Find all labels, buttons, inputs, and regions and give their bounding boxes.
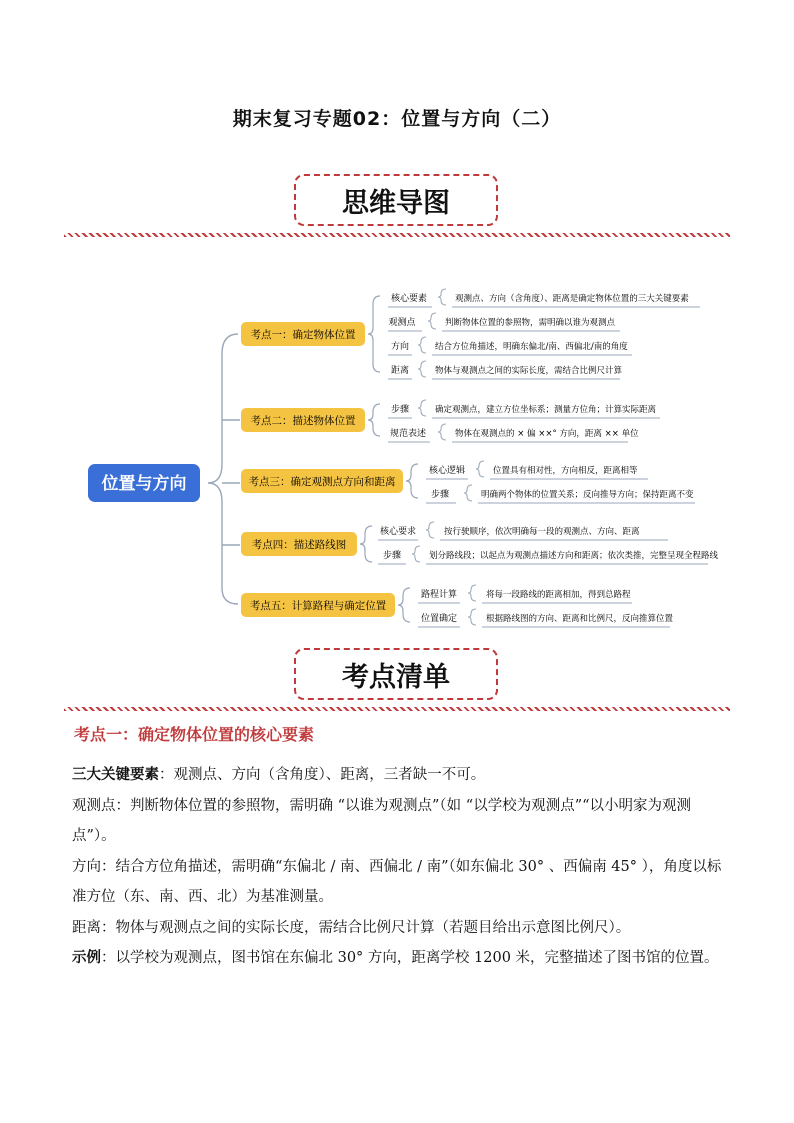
branch-5-item-2-key: 位置确定 [420,614,458,624]
mindmap-branch-3 [241,461,695,503]
branch-3-item-2-key: 步骤 [430,490,450,500]
branch-1-item-1-desc: 观测点、方向（含角度）、距离是确定物体位置的三大关键要素 [455,294,689,304]
checklist-banner: 考点清单 [294,648,498,700]
branch-2-label: 考点二：描述物体位置 [250,415,356,427]
example-label: 示例 [72,949,101,966]
branch-4-label: 考点四：描述路线图 [251,539,347,551]
branch-5-item-1-desc: 将每一段路线的距离相加，得到总路程 [486,590,631,600]
branch-4-item-2-key: 步骤 [382,551,402,561]
branch-2-item-1-key: 步骤 [390,405,410,415]
branch-4-item-2-desc: 划分路线段；以起点为观测点描述方向和距离；依次类推，完整呈现全程路线 [429,551,719,561]
mindmap-root-brace-ticks [222,420,240,545]
example-text: ：以学校为观测点，图书馆在东偏北 30° 方向，距离学校 1200 米，完整描述了图书馆的位置。 [101,950,719,966]
branch-1-label: 考点一：确定物体位置 [250,329,356,341]
branch-4-item-1-key: 核心要求 [379,527,417,537]
paragraph-direction: 方向：结合方位角描述，需明确“东偏北 / 南、西偏北 / 南”（如东偏北 30° 、西偏南 45° ），角度以标准方位（东、南、西、北）为基准测量。 [72,858,722,905]
branch-5-item-2-desc: 根据路线图的方向、距离和比例尺，反向推算位置 [486,614,674,624]
branch-1-item-3-desc: 结合方位角描述，明确东偏北/南、西偏北/南的角度 [435,342,628,352]
mindmap [80,270,720,640]
branch-2-item-2-desc: 物体在观测点的 × 偏 ××° 方向，距离 ×× 单位 [455,429,639,439]
section-content [72,760,722,974]
paragraph-observation-point: 观测点：判断物体位置的参照物，需明确 “以谁为观测点”（如 “以学校为观测点”“以小明家为观测点”）。 [72,797,692,844]
branch-5-label: 考点五：计算路程与确定位置 [249,600,387,612]
branch-5-item-1-key: 路程计算 [420,590,458,600]
mindmap-branch-1 [241,289,700,379]
paragraph-distance: 距离：物体与观测点之间的实际长度，需结合比例尺计算（若题目给出示意图比例尺）。 [72,919,631,936]
branch-2-item-1-desc: 确定观测点，建立方位坐标系；测量方位角；计算实际距离 [435,405,657,415]
paragraph-example [72,943,722,974]
mindmap-root-brace [208,334,238,604]
document-title: 期末复习专题02：位置与方向（二） [232,108,562,130]
mindmap-banner: 思维导图 [294,174,498,226]
section-heading: 考点一：确定物体位置的核心要素 [74,725,315,744]
branch-3-item-2-desc: 明确两个物体的位置关系；反向推导方向；保持距离不变 [481,490,694,500]
branch-3-item-1-key: 核心逻辑 [428,466,466,476]
mindmap-root-label: 位置与方向 [101,474,187,494]
mindmap-branch-5 [241,585,674,627]
branch-1-item-4-key: 距离 [390,366,410,376]
branch-4-item-1-desc: 按行驶顺序，依次明确每一段的观测点、方向、距离 [444,527,640,537]
branch-1-item-2-key: 观测点 [388,318,416,328]
mindmap-branch-2 [241,400,660,442]
divider-bottom [64,707,730,711]
branch-1-item-4-desc: 物体与观测点之间的实际长度，需结合比例尺计算 [435,366,623,376]
branch-1-item-3-key: 方向 [390,342,410,352]
branch-2-item-2-key: 规范表述 [389,429,427,439]
key-elements-text: ：观测点、方向（含角度）、距离，三者缺一不可。 [159,767,486,783]
divider-top [64,233,730,237]
paragraph-key-elements [72,760,722,791]
branch-3-label: 考点三：确定观测点方向和距离 [248,476,396,488]
key-elements-label: 三大关键要素 [72,766,159,783]
mindmap-branch-4 [241,522,719,564]
branch-3-item-1-desc: 位置具有相对性，方向相反，距离相等 [493,466,638,476]
branch-1-item-2-desc: 判断物体位置的参照物，需明确以谁为观测点 [445,318,616,328]
branch-1-item-1-key: 核心要素 [390,294,428,304]
